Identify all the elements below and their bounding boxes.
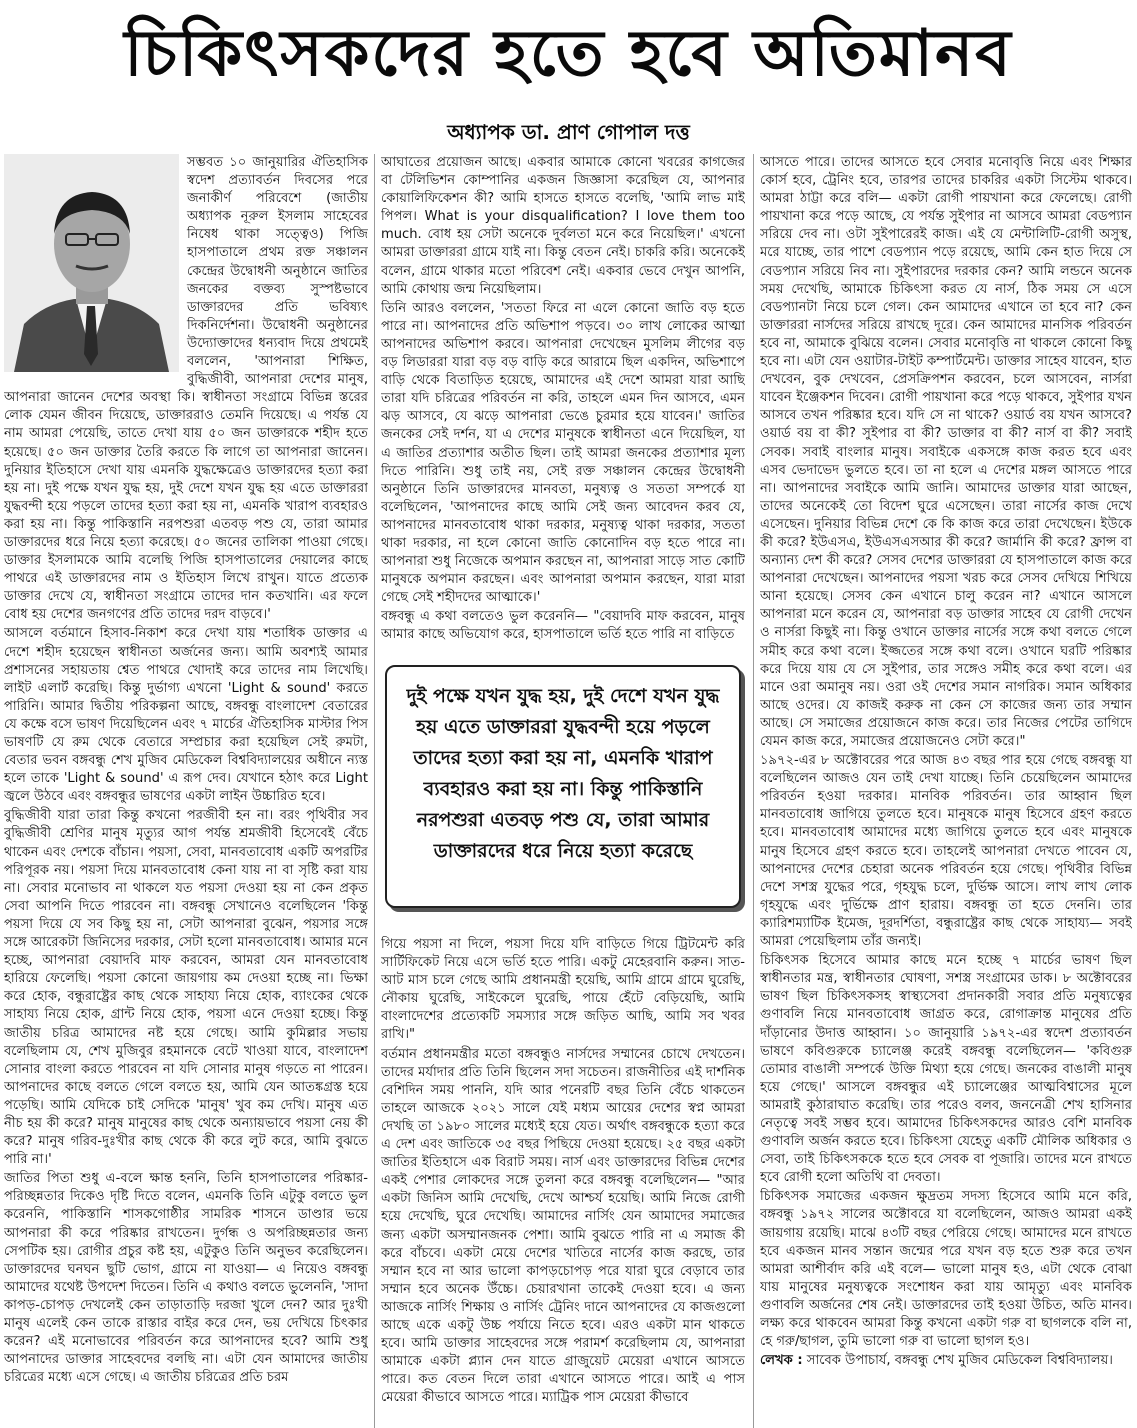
paragraph: গিয়ে পয়সা না দিলে, পয়সা দিয়ে যদি বাড়িতে গিয়ে ট্রিটমেন্ট করি সার্টিফিকেট নিয়ে এসে ভর্তি হতে পারি। একটু মেহেরবানি করুন। সাত-আট মাস চলে গেছে আমি প্রধানমন্ত্রী হয়েছি, আমি গ্রামে গ্রামে ঘুরেছি, নৌকায় ঘুরেছি, সাইকেলে ঘুরেছি, পায়ে হেঁটে বেড়িয়েছি, আমি বাংলাদেশের প্রত্যেকটি সমস্যার সঙ্গে জড়িত আছি, আমি সব খবর রাখি।" xyxy=(381,937,745,1043)
author-note-text: সাবেক উপাচার্য, বঙ্গবন্ধু শেখ মুজিব মেডিকেল বিশ্ববিদ্যালয়। xyxy=(806,1353,1113,1369)
column-divider xyxy=(753,154,754,1428)
paragraph: আসতে পারে। তাদের আসতে হবে সেবার মনোবৃত্তি নিয়ে এবং শিক্ষার কোর্স হবে, ট্রেনিং হবে, তারপর তাদের চাকরির একটা সিস্টেম থাকবে। আমরা ঠাট্টা করে বলি— একটা রোগী পায়খানা করে ফেলেছে। রোগী পায়খানা করে পড়ে আছে, যে পর্যন্ত সুইপার না আসবে আমরা বেডপ্যান সরিয়ে দেব না। ওটা সুইপারেরই কাজ। এই যে মেন্টালিটি-রোগী অসুস্থ, মরে যাচ্ছে, তার পাশে বেডপ্যান পড়ে রয়েছে, আমি কেন হাত দিয়ে সে বেডপ্যান সরিয়ে নিব না। সুইপারদের দরকার কেন? আমি লন্ডনে অনেক সময় দেখেছি, আমাকে চিকিৎসা করত যে নার্স, ঠিক সময় সে এসে বেডপ্যানটা নিয়ে চলে গেল। কেন আমাদের এখানে তা হবে না? কেন ডাক্তাররা নার্সদের সরিয়ে রাখছে দূরে। কেন আমাদের মানসিক পরিবর্তন হবে না, আমাকে বুঝিয়ে বলেন। সেবার মনোবৃত্তি না থাকলে কোনো কিছু হবে না। এটা যেন ওয়াটার-টাইট কম্পার্টমেন্ট। ডাক্তার সাহেব যাবেন, হাত দেখবেন, বুক দেখবেন, প্রেসক্রিপশন করবেন, চলে আসবেন, নার্সরা যাবেন ইঞ্জেকশন দিবেন। রোগী পায়খানা করে পড়ে থাকবে, সুইপার যখন আসবে তখন পরিষ্কার হবে। যদি সে না থাকে? ওয়ার্ড বয় যখন আসবে? ওয়ার্ড বয় বা কী? সুইপার বা কী? ডাক্তার বা কী? নার্স বা কী? সবাই সেবক। সবাই বাংলার মানুষ। সবাইকে একসঙ্গে কাজ করত হবে এবং এসব ভেদাভেদ ভুলতে হবে। তা না হলে এ দেশের মঙ্গল আসতে পারে না। আপনাদের সবাইকে আমি জানি। আমাদের ডাক্তার যারা আছেন, তাদের অনেকেই তো বিদেশ ঘুরে এসেছেন। তারা নার্সের কাজ দেখে এসেছেন। দুনিয়ার বিভিন্ন দেশে কে কি কাজ করে তারা দেখেছেন। ইউকে কী করে? ইউএসএ, ইউএসএসআর কী করে? জার্মানি কী করে? ফ্রান্স বা অন্যান্য দেশ কী করে? সেসব দেশের ডাক্তাররা যে হাসপাতালে কাজ করে আপনারা দেখেছেন। আপনাদের পয়সা খরচ করে সেসব দেখিয়ে শিখিয়ে আনা হয়েছে। সেসব কেন এখানে চালু করেন না? এখানে আসলে আপনারা মনে করেন যে, আপনারা বড় ডাক্তার সাহেব যে রোগী দেখেন ও নার্সরা কিছুই না। কিন্তু ওখানে ডাক্তার নার্সের সঙ্গে কথা বলতে গেলে সমীহ করে কথা বলে। ইজ্জতের সঙ্গে কথা বলে। ওখানে ঘরটি পরিষ্কার করে দিয়ে যায় যে সে সুইপার, তার সঙ্গেও সমীহ করে কথা বলে। এর মানে ওরা অমানুষ নয়। ওরা ওই দেশের সমান নাগরিক। সমান অধিকার আছে ওদের। যে কাজই করুক না কেন সে কাজের জন্য তার সম্মান আছে। সে সমাজের প্রয়োজনে কাজ করে। তার নিজের পেটের তাগিদে যেমন কাজ করে, সমাজের প্রয়োজনেও সেটা করে।" xyxy=(760,155,1132,749)
paragraph: সম্ভবত ১০ জানুয়ারির ঐতিহাসিক স্বদেশ প্রত্যাবর্তন দিবসের পরে জনাকীর্ণ পরিবেশে (জাতীয় অধ্যাপক নূরুল ইসলাম সাহেবের নিষেধ থাকা সত্ত্বেও) পিজি হাসপাতালে প্রথম রক্ত সঞ্চালন কেন্দ্রের উদ্বোধনী অনুষ্ঠানে জাতির জনকের বক্তব্য সুস্পষ্টভাবে ডাক্তারদের প্রতি ভবিষ্যৎ দিকনির্দেশনা। উদ্বোধনী অনুষ্ঠানের উদ্যোক্তাদের ধন্যবাদ দিয়ে প্রথমেই বললেন, 'আপনারা শিক্ষিত, বুদ্ধিজীবী, আপনারা দেশের মানুষ, আপনারা জানেন দেশের অবস্থা কি। স্বাধীনতা সংগ্রামে বিভিন্ন স্তরের লোক যেমন জীবন দিয়েছে, ডাক্তাররাও তেমনি দিয়েছে। এ পর্যন্ত যে নাম আমরা পেয়েছি, তাতে দেখা যায় ৫০ জন ডাক্তারকে শহীদ হতে হয়েছে। ৫০ জন ডাক্তার তৈরি করতে কি লাগে তা আপনারা জানেন। দুনিয়ার ইতিহাসে দেখা যায় এমনকি যুদ্ধক্ষেত্রেও ডাক্তারদের হত্যা করা হয় না। দুই পক্ষে যখন যুদ্ধ হয়, দুই দেশে যখন যুদ্ধ হয় এতে ডাক্তাররা যুদ্ধবন্দী হয়ে পড়লে তাদের হত্যা করা হয় না, এমনকি খারাপ ব্যবহারও করা হয় না। কিন্তু পাকিস্তানি নরপশুরা এতবড় পশু যে, তারা আমার ডাক্তারদের ধরে নিয়ে হত্যা করেছে। ৫০ জনের তালিকা পাওয়া গেছে। ডাক্তার ইসলামকে আমি বলেছি পিজি হাসপাতালের দেয়ালের কাছে পাথরে এই ডাক্তারদের নাম ও ইতিহাস লিখে রাখুন। যাতে প্রত্যেক ডাক্তার দেখে যে, স্বাধীনতা সংগ্রামে তাদের দান কতখানি। এর ফলে বোধ হয় দেশের জনগণের প্রতি তাদের দরদ বাড়বে।' xyxy=(4,155,368,623)
author-note-label: লেখক : xyxy=(760,1353,803,1369)
paragraph: তিনি আরও বললেন, 'সততা ফিরে না এলে কোনো জাতি বড় হতে পারে না। আপনাদের প্রতি অভিশাপ পড়বে। ৩০ লাখ লোকের আত্মা আপনাদের অভিশাপ করবে। আপনারা দেখেছেন মুসলিম লীগের বড় বড় লিডাররা যারা বড় বড় বাড়ি করে আরামে ছিল একদিন, অভিশাপে বাড়ি থেকে বিতাড়িত হয়েছে, আমাদের এই দেশে আমরা যারা আছি তারা যদি চরিত্রের পরিবর্তন না করি, তাহলে এমন দিন আসবে, এমন ঝড় আসবে, যে ঝড়ে আপনারা ভেঙে চুরমার হয়ে যাবেন।' জাতির জনকের সেই দর্শন, যা এ দেশের মানুষকে স্বাধীনতা এনে দিয়েছিল, যা এ জাতির প্রত্যাশার অতীত ছিল। তাই আমরা জনকের প্রত্যাশার মূল্য দিতে পারিনি। শুধু তাই নয়, সেই রক্ত সঞ্চালন কেন্দ্রের উদ্বোধনী অনুষ্ঠানে তিনি ডাক্তারদের মানবতা, মনুষ্যত্ব ও সততা সম্পর্কে যা বলেছিলেন, 'আপনাদের কাছে আমি সেই জন্য আবেদন করব যে, আপনাদের মানবতাবোধ থাকা দরকার, মনুষ্যত্ব থাকা দরকার, সততা থাকা দরকার, না হলে কোনো জাতি কোনোদিন বড় হতে পারে না। আপনারা শুধু নিজেকে অপমান করছেন না, আপনারা সাড়ে সাত কোটি মানুষকে অপমান করছেন। এবং আপনারা অপমান করছেন, যারা মারা গেছে সেই শহীদদের আত্মাকে।' xyxy=(381,300,745,606)
paragraph: বঙ্গবন্ধু এ কথা বলতেও ভুল করেননি— "বেয়াদবি মাফ করবেন, মানুষ আমার কাছে অভিযোগ করে, হাসপাতালে ভর্তি হতে পারি না বাড়িতে xyxy=(381,609,745,643)
headline: চিকিৎসকদের হতে হবে অতিমানব xyxy=(124,17,1013,91)
paragraph: চিকিৎসক হিসেবে আমার কাছে মনে হচ্ছে ৭ মার্চের ভাষণ ছিল স্বাধীনতার মন্ত্র, স্বাধীনতার ঘোষণা, সশস্ত্র সংগ্রামের ডাক। ৮ অক্টোবরের ভাষণ ছিল চিকিৎসকসহ স্বাস্থ্যসেবা প্রদানকারী সবার প্রতি মনুষ্যত্বের গুণাবলি নিয়ে মানবতাবোধ জাগ্রত করে, রোগাক্রান্ত মানুষের প্রতি দাঁড়ানোর উদাত্ত আহ্বান। ১০ জানুয়ারি ১৯৭২-এর স্বদেশ প্রত্যাবর্তন ভাষণে কবিগুরুকে চ্যালেঞ্জ করেই বঙ্গবন্ধু বলেছিলেন— 'কবিগুরু তোমার বাঙালী সম্পর্কে উক্তি মিথ্যা হয়ে গেছে। জনকের বাঙালী মানুষ হয়ে গেছে।' আসলে বঙ্গবন্ধুর এই চ্যালেঞ্জের আত্মবিশ্বাসের মূলে আমরাই কুঠারাঘাত করেছি। তার পরেও বলব, জননেত্রী শেখ হাসিনার নেতৃত্বে সবই সম্ভব হবে। আমাদের চিকিৎসকদের আরও বেশি মানবিক গুণাবলি অর্জন করতে হবে। চিকিৎসা যেহেতু একটি মৌলিক অধিকার ও সেবা, তাই চিকিৎসককে হতে হবে সেবক বা পূজারি। তাদের মনে রাখতে হবে রোগী হলো অতিথি বা দেবতা। xyxy=(760,953,1132,1186)
author-portrait-image xyxy=(4,154,179,372)
column-divider xyxy=(374,154,375,1428)
paragraph: জাতির পিতা শুধু এ-বলে ক্ষান্ত হননি, তিনি হাসপাতালের পরিষ্কার-পরিচ্ছন্নতার দিকেও দৃষ্টি দিতে বলেন, এমনকি তিনি এটুকু বলতে ভুল করেননি, পাকিস্তানি শাসকগোষ্ঠীর সামরিক শাসনে ডাণ্ডার ভয়ে আপনারা কী করে পরিষ্কার রাখতেন। দুর্গন্ধ ও অপরিচ্ছন্নতার জন্য সেপটিক হয়। রোগীর প্রচুর কষ্ট হয়, এটুকুও তিনি অনুভব করেছিলেন। ডাক্তারদের ঘনঘন ছুটি ভোগ, গ্রামে না যাওয়া— এ নিয়েও বঙ্গবন্ধু আমাদের যথেষ্ট উপদেশ দিতেন। তিনি এ কথাও বলতে ভুলেননি, 'সাদা কাপড়-চোপড় দেখলেই কেন তাড়াতাড়ি দরজা খুলে দেন? আর দুঃখী মানুষ এলেই কেন তাকে রাস্তার বাইর করে দেন, ভয় দেখিয়ে চিৎকার করেন? এই মনোভাবের পরিবর্তন করে আপনাদের হবে? আমি শুধু আপনাদের ডাক্তার সাহেবদের বলছি না। এটা যেন আমাদের জাতীয় চরিত্রের মধ্যে এসে গেছে। এ জাতীয় চরিত্রের প্রতি চরম xyxy=(4,1171,368,1386)
article-column-2-bottom xyxy=(381,936,745,1428)
byline: অধ্যাপক ডা. প্রাণ গোপাল দত্ত xyxy=(447,120,690,144)
article-column-1 xyxy=(4,154,368,1428)
paragraph: আসলে বর্তমানে হিসাব-নিকাশ করে দেখা যায় শতাধিক ডাক্তার এ দেশে শহীদ হয়েছেন স্বাধীনতা অর্জনের জন্য। আমি অবশ্যই আমার প্রশাসনের সহায়তায় শ্বেত পাথরে খোদাই করে তাদের নাম লিখেছি। লাইট এলার্ট করেছি। কিন্তু দুর্ভাগ্য এখনো 'Light & sound' করতে পারিনি। আমার দ্বিতীয় পরিকল্পনা আছে, বঙ্গবন্ধু বাংলাদেশ বেতারের যে কক্ষে বসে ভাষণ দিয়েছিলেন এবং ৭ মার্চের ঐতিহাসিক মাস্টার পিস ভাষণটি যে রুম থেকে বেতারে সম্প্রচার করা হয়েছিল সেই রুমটা, বেতার ভবন বঙ্গবন্ধু শেখ মুজিব মেডিকেল বিশ্ববিদ্যালয়ের অধীনে ন্যস্ত হলে তাকে 'Light & sound' এ রূপ দেব। যেখানে হঠাৎ করে Light জ্বলে উঠবে এবং বঙ্গবন্ধুর ভাষণের একটা লাইন উচ্চারিত হবে। xyxy=(4,626,368,805)
paragraph: বর্তমান প্রধানমন্ত্রীর মতো বঙ্গবন্ধুও নার্সদের সম্মানের চোখে দেখতেন। তাদের মর্যাদার প্রতি তিনি ছিলেন সদা সচেতন। রাজনীতির এই দার্শনিক বেশিদিন সময় পাননি, যদি আর পনেরটি বছর তিনি বেঁচে থাকতেন তাহলে আজকে ২০২১ সালে যেই মধ্যম আয়ের দেশের স্বপ্ন আমরা দেখছি তা ১৯৮০ সালের মধ্যেই হয়ে যেত। অর্থাৎ বঙ্গবন্ধুকে হত্যা করে এ দেশ এবং জাতিকে ৩৫ বছর পিছিয়ে দেওয়া হয়েছে। ২৫ বছর একটা জাতির ইতিহাসে এক বিরাট সময়। নার্স এবং ডাক্তারদের বিভিন্ন দেশের একই পেশার লোকদের সঙ্গে তুলনা করে বঙ্গবন্ধু বলেছিলেন— "আর একটা জিনিস আমি দেখেছি, দেখে আশ্চর্য হয়েছি। আমি নিজে রোগী হয়ে দেখেছি, ঘুরে দেখেছি। আমাদের নার্সিং যেন আমাদের সমাজের জন্য একটা অসম্মানজনক পেশা। আমি বুঝতে পারি না এ সমাজ কী করে বাঁচবে। একটা মেয়ে দেশের খাতিরে নার্সের কাজ করছে, তার সম্মান হবে না আর ভালো কাপড়চোপড় পরে যারা ঘুরে বেড়াবে তার সম্মান হবে অনেক উঁচ্চে। চেয়ারখানা তাকেই দেওয়া হবে। এ জন্য আজকে নার্সিং শিক্ষায় ও নার্সিং ট্রেনিং দানে আপনাদের যে কাজগুলো আছে একে একটু উচ্চ পর্যায়ে নিতে হবে। এরও একটা মান থাকতে হবে। আমি ডাক্তার সাহেবদের সঙ্গে পরামর্শ করেছিলাম যে, আপনারা আমাকে একটা প্ল্যান দেন যাতে গ্রাজুয়েট মেয়েরা এখানে আসতে পারে। কত বেতন দিলে তারা এখানে আসতে পারে। আই এ পাস মেয়েরা কীভাবে আসতে পারে। ম্যাট্রিক পাস মেয়েরা কীভাবে xyxy=(381,1046,745,1406)
pull-quote: দুই পক্ষে যখন যুদ্ধ হয়, দুই দেশে যখন যুদ্ধ হয় এতে ডাক্তাররা যুদ্ধবন্দী হয়ে পড়লে তাদের হত্যা করা হয় না, এমনকি খারাপ ব্যবহারও করা হয় না। কিন্তু পাকিস্তানি নরপশুরা এতবড় পশু যে, তারা আমার ডাক্তারদের ধরে নিয়ে হত্যা করেছে xyxy=(385,665,741,908)
paragraph: আঘাতের প্রয়োজন আছে। একবার আমাকে কোনো খবরের কাগজের বা টেলিভিশন কোম্পানির একজন জিজ্ঞাসা করেছিল যে, আপনার কোয়ালিফিকেশন কী? আমি হাসতে হাসতে বলেছি, 'আমি লাভ মাই পিপল। What is your disqualification? I love them too much. বোধ হয় সেটা অনেকে দুর্বলতা মনে করে নিয়েছিল।' এখনো আমরা ডাক্তাররা গ্রামে যাই না। কিন্তু বেতন নেই। চাকরি করি। অনেকেই বলেন, গ্রামে থাকার মতো পরিবেশ নেই। একবার ভেবে দেখুন আপনি, আমি কোথায় জন্ম নিয়েছিলাম। xyxy=(381,155,745,297)
paragraph: চিকিৎসক সমাজের একজন ক্ষুদ্রতম সদস্য হিসেবে আমি মনে করি, বঙ্গবন্ধু ১৯৭২ সালের অক্টোবরে যা বলেছিলেন, আজও আমরা একই জায়গায় রয়েছি। মাঝে ৪৩টি বছর পেরিয়ে গেছে। আমাদের মনে রাখতে হবে একজন মানব সন্তান জন্মের পরে যখন বড় হতে শুরু করে তখন আমরা আশীর্বাদ করি এই বলে— ভালো মানুষ হও, এটা থেকে বোঝা যায় মানুষের মনুষ্যত্বকে সংশোধন করা যায় আমৃত্যু এবং মানবিক গুণাবলি অর্জনের শেষ নেই। ডাক্তারদের তাই হওয়া উচিত, অতি মানব। লক্ষ্য করে থাকবেন আমরা কিন্তু কখনো একটা গরু বা ছাগলকে বলি না, হে গরু/ছাগল, তুমি ভালো গরু বা ভালো ছাগল হও। xyxy=(760,1189,1132,1350)
paragraph: বুদ্ধিজীবী যারা তারা কিন্তু কখনো পরজীবী হন না। বরং পৃথিবীর সব বুদ্ধিজীবী শ্রেণির মানুষ মৃত্যুর আগ পর্যন্ত শ্রমজীবী হিসেবেই বেঁচে থাকেন এবং দেশকে বাঁচান। পয়সা, সেবা, মানবতাবোধ একটি অপরটির পরিপূরক নয়। পয়সা দিয়ে মানবতাবোধ কেনা যায় না বা সৃষ্টি করা যায় না। সেবার মনোভাব না থাকলে যত পয়সা দেওয়া হয় না কেন প্রকৃত সেবা আপনি দিতে পারবেন না। বঙ্গবন্ধু সেখানেও বলেছিলেন 'কিন্তু পয়সা দিয়ে যে সব কিছু হয় না, সেটা আপনারা বুঝেন, পয়সার সঙ্গে সঙ্গে আরেকটা জিনিসের দরকার, সেটা হলো মানবতাবোধ। আমার মনে হচ্ছে, আপনারা বেয়াদবি মাফ করবেন, আমরা যেন মানবতাবোধ হারিয়ে ফেলেছি। পয়সা কোনো জায়গায় কম দেওয়া হচ্ছে না। ভিক্ষা করে হোক, বন্ধুরাষ্ট্রের কাছ থেকে সাহায্য নিয়ে হোক, ব্যাংকের থেকে সাহায্য নিয়ে হোক, গ্রান্ট নিয়ে হোক, পয়সা এনে দেওয়া হচ্ছে। কিন্তু জাতীয় চরিত্র আমাদের নষ্ট হয়ে গেছে। আমি কুমিল্লার সভায় বলেছিলাম যে, শেখ মুজিবুর রহমানকে বেটে খাওয়া যাবে, বাংলাদেশ সোনার বাংলা করতে পারবেন না যদি সোনার মানুষ গড়তে না পারেন। আপনাদের কাছে বলতে গেলে বলতে হয়, আমি যেন আতঙ্কগ্রস্ত হয়ে পড়েছি। আমি যেদিকে চাই সেদিকে 'মানুষ' খুব কম দেখি। মানুষ এত নীচ হয় কী করে? মানুষ মানুষের কাছ থেকে অন্যায়ভাবে পয়সা নেয় কী করে? মানুষ গরিব-দুঃখীর কাছ থেকে কী করে লুট করে, আমি বুঝতে পারি না।' xyxy=(4,808,368,1168)
article-column-3 xyxy=(760,154,1132,1428)
author-note xyxy=(760,1352,1132,1370)
paragraph: ১৯৭২-এর ৮ অক্টোবরের পরে আজ ৪৩ বছর পার হয়ে গেছে বঙ্গবন্ধু যা বলেছিলেন আজও যেন তাই দেখা যাচ্ছে। তিনি চেয়েছিলেন আমাদের পরিবর্তন হওয়া দরকার। মানবিক পরিবর্তন। তার আহ্বান ছিল মানবতাবোধ জাগিয়ে তুলতে হবে। মানুষকে মানুষ হিসেবে গ্রহণ করতে হবে। মানবতাবোধ আমাদের মধ্যে জাগিয়ে তুলতে হবে এবং মানুষকে মানুষ হিসেবে গ্রহণ করতে হবে। তাহলেই আপনারা দেখতে পাবেন যে, আপনাদের দেশের চেহারা অনেক পরিবর্তন হয়ে গেছে। পৃথিবীর বিভিন্ন দেশে সশস্ত্র যুদ্ধের পরে, গৃহযুদ্ধ চলে, দুর্ভিক্ষ আসে। লাখ লাখ লোক গৃহযুদ্ধে এবং দুর্ভিক্ষে প্রাণ হারায়। বঙ্গবন্ধু তা হতে দেননি। তার ক্যারিশম্যাটিক ইমেজ, দূরদর্শিতা, বন্ধুরাষ্ট্রের কাছ থেকে সাহায্য— সবই আমরা পেয়েছিলাম তাঁর জন্যই। xyxy=(760,753,1132,950)
author-photo xyxy=(4,154,179,372)
article-column-2-top xyxy=(381,154,745,660)
